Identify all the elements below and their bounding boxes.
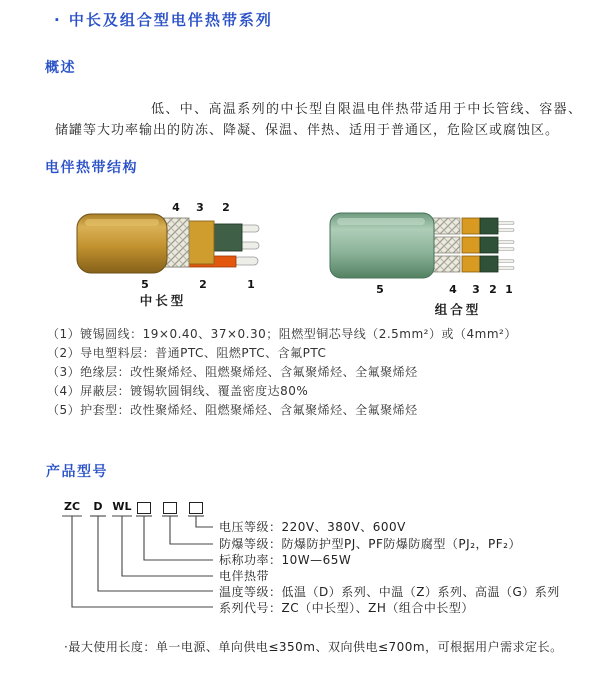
legend-item-3: （3）绝缘层：改性聚烯烃、阻燃聚烯烃、含氟聚烯烃、全氟聚烯烃 <box>47 365 418 379</box>
model-label-power: 标称功率：10W—65W <box>219 553 352 567</box>
model-code-series: ZC <box>63 500 81 513</box>
label-5-jacket: 5 <box>376 283 384 296</box>
sub-cable-3 <box>432 256 514 272</box>
label-3-insulation: 3 <box>472 283 480 296</box>
overview-paragraph: 低、中、高温系列的中长型自限温电伴热带适用于中长管线、容器、储罐等大功率输出的防冻、降凝、保温、伴热、适用于普通区，危险区或腐蚀区。 <box>55 102 582 138</box>
insulation-layer-yellow <box>189 221 214 264</box>
max-length-note: ·最大使用长度：单一电源、单向供电≤350m、双向供电≤700m，可根据用户需求定长。 <box>64 640 563 654</box>
label-1-conductor: 1 <box>247 278 255 291</box>
legend-item-4: （4）屏蔽层：镀锡软圆铜线、覆盖密度达80% <box>47 384 309 398</box>
model-heading: 产品型号 <box>46 464 108 480</box>
label-2-core-top: 2 <box>222 201 230 214</box>
model-connector-lines <box>55 500 220 612</box>
model-label-temperature: 温度等级：低温（D）系列、中温（Z）系列、高温（G）系列 <box>219 585 560 599</box>
conductive-core-green <box>214 224 242 251</box>
model-code-temp: D <box>93 500 103 513</box>
label-1-conductor: 1 <box>505 283 513 296</box>
caption-combined: 组合型 <box>434 302 482 317</box>
label-3-insulation: 3 <box>196 201 204 214</box>
sub-cable-1 <box>432 218 514 234</box>
overview-heading: 概述 <box>45 60 76 76</box>
label-4-shield: 4 <box>172 201 180 214</box>
label-2-core: 2 <box>489 283 497 296</box>
cable-diagram-combined <box>328 210 523 298</box>
model-label-voltage: 电压等级：220V、380V、600V <box>219 520 406 534</box>
model-label-list <box>219 519 594 616</box>
jacket-highlight <box>337 218 425 225</box>
legend-item-5: （5）护套型：改性聚烯烃、阻燃聚烯烃、含氟聚烯烃、全氟聚烯烃 <box>47 403 418 417</box>
model-label-series: 系列代号：ZC（中长型）、ZH（组合中长型） <box>219 601 474 615</box>
model-label-heattrace: 电伴热带 <box>219 569 270 583</box>
structure-legend <box>47 325 587 420</box>
sub-cable-2 <box>432 237 514 253</box>
label-2-core-bottom: 2 <box>199 278 207 291</box>
cable-diagram-medium-long <box>63 200 298 295</box>
conductor-pin-bottom <box>234 257 258 265</box>
model-label-exproof: 防爆等级：防爆防护型PJ、PF防爆防腐型（PJ₂，PF₂） <box>219 537 521 551</box>
legend-item-1: （1）镀锡圆线：19×0.40、37×0.30；阻燃型铜芯导线（2.5mm²）或（4mm²） <box>47 327 517 341</box>
model-code-type: WL <box>112 500 132 513</box>
caption-medium-long: 中长型 <box>139 293 187 308</box>
page-title: · 中长及组合型电伴热带系列 <box>54 11 273 29</box>
structure-heading: 电伴热带结构 <box>45 160 138 176</box>
label-4-shield: 4 <box>449 283 457 296</box>
legend-item-2: （2）导电塑料层：普通PTC、阻燃PTC、含氟PTC <box>47 346 327 360</box>
jacket-highlight <box>85 219 159 226</box>
label-5-jacket: 5 <box>141 278 149 291</box>
